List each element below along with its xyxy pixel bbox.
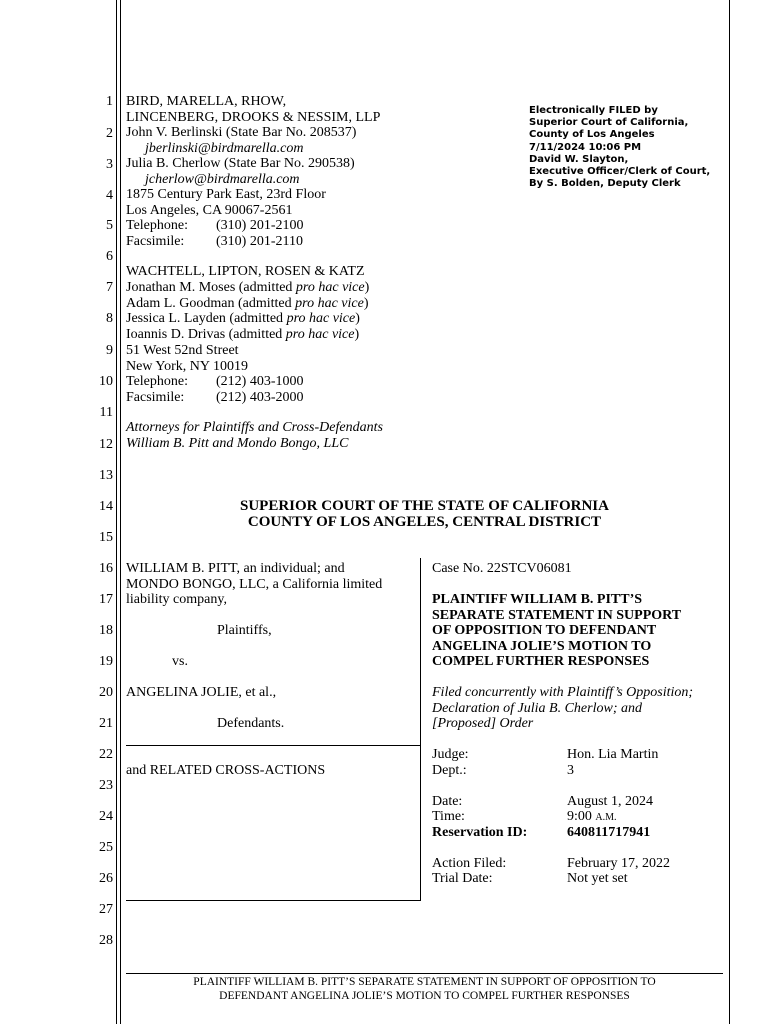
document-title-line: OF OPPOSITION TO DEFENDANT [432, 623, 657, 638]
action-filed-label: Action Filed: [432, 855, 507, 871]
attorney-name: Adam L. Goodman (admitted pro hac vice) [126, 295, 369, 311]
line-number: 24 [99, 809, 113, 824]
caption-rule [126, 900, 420, 901]
line-number: 4 [106, 188, 113, 203]
attorneys-for: William B. Pitt and Mondo Bongo, LLC [126, 436, 349, 451]
plaintiffs-label: Plaintiffs, [217, 623, 272, 638]
line-number: 9 [106, 343, 113, 358]
line-number: 6 [106, 249, 113, 264]
court-county: COUNTY OF LOS ANGELES, CENTRAL DISTRICT [247, 514, 602, 530]
hearing-time-value: 9:00 A.M. [567, 809, 617, 824]
line-number: 5 [106, 218, 113, 233]
court-name: SUPERIOR COURT OF THE STATE OF CALIFORNIA [240, 498, 609, 514]
line-number: 13 [99, 468, 113, 483]
line-number: 21 [99, 716, 113, 731]
telephone-label: Telephone: [126, 374, 188, 389]
plaintiff-name: WILLIAM B. PITT, an individual; and [126, 561, 345, 576]
document-title-line: COMPEL FURTHER RESPONSES [432, 654, 650, 669]
defendant-name: ANGELINA JOLIE, et al., [126, 685, 277, 700]
filing-stamp-line: By S. Bolden, Deputy Clerk [529, 178, 681, 190]
line-number: 19 [99, 654, 113, 669]
facsimile-number: (310) 201-2110 [216, 233, 303, 249]
filing-stamp [529, 105, 710, 190]
attorney-email: jcherlow@birdmarella.com [145, 171, 300, 187]
versus-label: vs. [172, 654, 188, 669]
filing-stamp-line: 7/11/2024 10:06 PM [529, 141, 642, 153]
attorney-email: jberlinski@birdmarella.com [145, 140, 304, 156]
action-filed-value: February 17, 2022 [567, 855, 671, 871]
line-number: 26 [99, 871, 113, 886]
line-number: 22 [99, 747, 113, 762]
attorney-name: John V. Berlinski (State Bar No. 208537) [126, 125, 357, 140]
document-title-line: SEPARATE STATEMENT IN SUPPORT [432, 607, 682, 623]
line-number: 23 [99, 778, 113, 793]
trial-date-value: Not yet set [567, 871, 628, 886]
right-margin-rule [729, 0, 730, 1024]
trial-date-label: Trial Date: [432, 871, 493, 886]
line-number: 2 [106, 126, 113, 141]
filed-concurrently-line: Declaration of Julia B. Cherlow; and [432, 700, 642, 716]
attorneys-for: Attorneys for Plaintiffs and Cross-Defendants [126, 420, 383, 435]
line-number: 15 [99, 530, 113, 545]
firm-name: BIRD, MARELLA, RHOW, [126, 94, 287, 109]
judge-label: Judge: [432, 747, 469, 762]
attorney-name: Julia B. Cherlow (State Bar No. 290538) [126, 156, 355, 171]
line-number: 20 [99, 685, 113, 700]
plaintiff-name: MONDO BONGO, LLC, a California limited [126, 576, 383, 592]
line-number: 1 [106, 94, 113, 109]
line-number: 14 [99, 499, 113, 514]
caption-rule [126, 745, 420, 746]
plaintiff-name: liability company, [126, 592, 227, 607]
facsimile-label: Facsimile: [126, 389, 185, 405]
telephone-number: (310) 201-2100 [216, 218, 304, 233]
attorney-name: Jonathan M. Moses (admitted pro hac vice) [126, 280, 370, 295]
footer-rule [126, 973, 723, 974]
firm-address: 51 West 52nd Street [126, 343, 239, 358]
firm-name: WACHTELL, LIPTON, ROSEN & KATZ [126, 264, 365, 279]
caption-divider [420, 558, 421, 901]
line-number: 11 [99, 405, 113, 420]
left-margin-rule-1 [116, 0, 117, 1024]
firm-address: 1875 Century Park East, 23rd Floor [126, 187, 326, 202]
footer-title: DEFENDANT ANGELINA JOLIE’S MOTION TO COMPEL FURTHER RESPONSES [219, 990, 630, 1002]
line-number: 16 [99, 561, 113, 576]
line-number: 17 [99, 592, 113, 607]
line-number: 10 [99, 374, 113, 389]
firm-address: Los Angeles, CA 90067-2561 [126, 202, 293, 218]
firm-address: New York, NY 10019 [126, 358, 248, 374]
line-number: 12 [99, 437, 113, 452]
document-title-line: ANGELINA JOLIE’S MOTION TO [432, 638, 652, 654]
reservation-id-value: 640811717941 [567, 824, 651, 840]
document-title-line: PLAINTIFF WILLIAM B. PITT’S [432, 592, 643, 607]
line-number: 7 [106, 280, 113, 295]
filing-stamp-line: Executive Officer/Clerk of Court, [529, 166, 711, 178]
line-number: 18 [99, 623, 113, 638]
telephone-number: (212) 403-1000 [216, 374, 304, 389]
hearing-time-label: Time: [432, 809, 465, 824]
line-number: 25 [99, 840, 113, 855]
footer-title: PLAINTIFF WILLIAM B. PITT’S SEPARATE STATEMENT IN SUPPORT OF OPPOSITION TO [193, 976, 656, 988]
hearing-date-value: August 1, 2024 [567, 793, 653, 809]
defendants-label: Defendants. [217, 716, 285, 731]
facsimile-label: Facsimile: [126, 233, 185, 249]
dept-label: Dept.: [432, 762, 467, 778]
line-number: 27 [99, 902, 113, 917]
filed-concurrently-line: [Proposed] Order [432, 716, 534, 731]
filed-concurrently-line: Filed concurrently with Plaintiff’s Opposition; [432, 685, 694, 700]
telephone-label: Telephone: [126, 218, 188, 233]
case-number: Case No. 22STCV06081 [432, 561, 572, 576]
line-number: 3 [106, 157, 113, 172]
related-actions: and RELATED CROSS-ACTIONS [126, 763, 326, 778]
left-margin-rule-2 [120, 0, 121, 1024]
hearing-date-label: Date: [432, 793, 463, 809]
reservation-id-label: Reservation ID: [432, 824, 528, 840]
attorney-name: Jessica L. Layden (admitted pro hac vice) [126, 311, 360, 326]
filing-stamp-line: Electronically FILED by [529, 105, 658, 116]
line-number: 28 [99, 933, 113, 948]
firm-name: LINCENBERG, DROOKS & NESSIM, LLP [126, 109, 381, 125]
line-number: 8 [106, 311, 113, 326]
facsimile-number: (212) 403-2000 [216, 389, 304, 405]
filing-stamp-line: County of Los Angeles [529, 129, 655, 141]
filing-stamp-line: David W. Slayton, [529, 153, 629, 165]
judge-value: Hon. Lia Martin [567, 747, 659, 762]
filing-stamp-line: Superior Court of California, [529, 117, 689, 129]
dept-value: 3 [567, 762, 574, 778]
attorney-name: Ioannis D. Drivas (admitted pro hac vice) [126, 327, 360, 342]
